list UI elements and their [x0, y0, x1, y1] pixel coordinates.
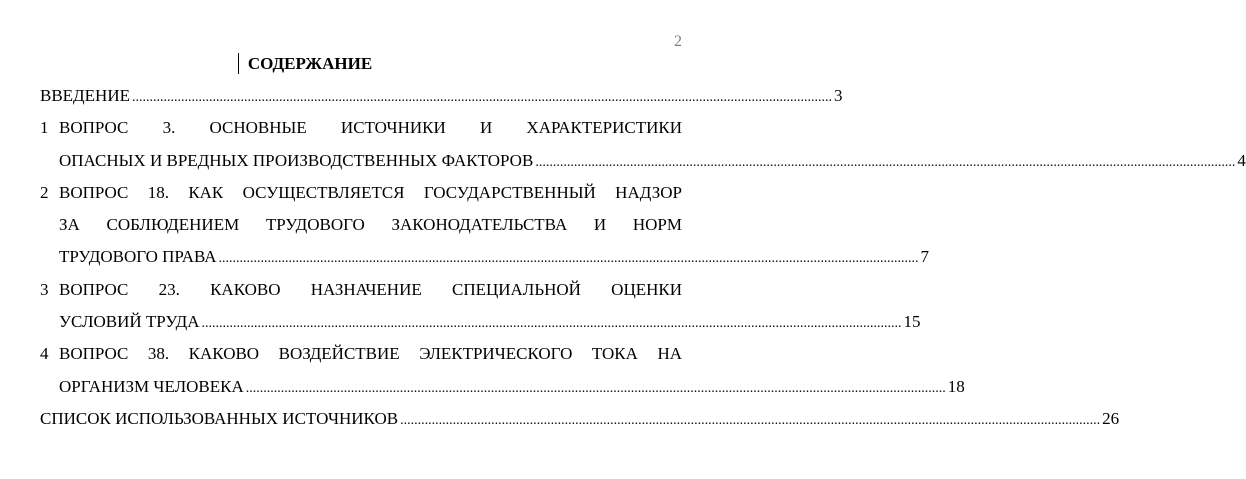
toc-entry-number: 2 [40, 182, 49, 202]
table-of-contents [40, 85, 1246, 440]
toc-entry-number: 4 [40, 344, 49, 364]
toc-entry-q2-line1[interactable] [40, 182, 682, 214]
dot-leader: ........................................................................................................................................................................................................ [201, 316, 902, 332]
dot-leader: ........................................................................................................................................................................................................ [245, 380, 946, 396]
dot-leader: ........................................................................................................................................................................................................ [535, 154, 1236, 170]
dot-leader: ........................................................................................................................................................................................................ [400, 412, 1101, 428]
toc-entry-intro[interactable] [40, 85, 843, 117]
toc-entry-number: 1 [40, 118, 49, 138]
toc-entry-q2-line2[interactable] [40, 214, 682, 246]
toc-entry-text: ТРУДОВОГО ПРАВА [59, 247, 217, 267]
toc-entry-text: ОПАСНЫХ И ВРЕДНЫХ ПРОИЗВОДСТВЕННЫХ ФАКТОРОВ [59, 150, 534, 170]
toc-entry-text: ВОПРОС 23. КАКОВО НАЗНАЧЕНИЕ СПЕЦИАЛЬНОЙ ОЦЕНКИ [59, 279, 682, 299]
toc-entry-q4-line2[interactable] [40, 376, 965, 408]
toc-page-number: 3 [833, 86, 843, 105]
toc-entry-number: 3 [40, 279, 49, 299]
toc-entry-q4-line1[interactable] [40, 343, 682, 375]
toc-page-number: 26 [1102, 408, 1120, 428]
toc-entry-text: ВОПРОС 38. КАКОВО ВОЗДЕЙСТВИЕ ЭЛЕКТРИЧЕСКОГО ТОКА НА [59, 344, 682, 364]
toc-entry-q1-line1[interactable] [40, 117, 682, 149]
dot-leader: ........................................................................................................................................................................................................ [131, 90, 832, 105]
toc-entry-text: ВВЕДЕНИЕ [40, 86, 130, 105]
toc-entry-text: ЗА СОБЛЮДЕНИЕМ ТРУДОВОГО ЗАКОНОДАТЕЛЬСТВА И НОРМ [59, 215, 682, 235]
toc-entry-q1-line2[interactable] [40, 150, 1246, 182]
toc-entry-q3-line2[interactable] [40, 311, 921, 343]
toc-page-number: 4 [1237, 150, 1246, 170]
toc-title[interactable]: СОДЕРЖАНИЕ [247, 54, 373, 73]
toc-entry-text: ВОПРОС 3. ОСНОВНЫЕ ИСТОЧНИКИ И ХАРАКТЕРИСТИКИ [59, 118, 682, 138]
page-number: 2 [674, 33, 682, 50]
toc-entry-q3-line1[interactable] [40, 279, 682, 311]
toc-entry-text: СПИСОК ИСПОЛЬЗОВАННЫХ ИСТОЧНИКОВ [40, 408, 399, 428]
toc-page-number: 15 [903, 312, 921, 332]
dot-leader: ........................................................................................................................................................................................................ [218, 251, 919, 267]
toc-entry-text: УСЛОВИЙ ТРУДА [59, 312, 200, 332]
toc-entry-text: ВОПРОС 18. КАК ОСУЩЕСТВЛЯЕТСЯ ГОСУДАРСТВЕННЫЙ НАДЗОР [59, 182, 682, 202]
toc-entry-text: ОРГАНИЗМ ЧЕЛОВЕКА [59, 376, 244, 396]
toc-page-number: 7 [920, 247, 930, 267]
toc-page-number: 18 [947, 376, 965, 396]
toc-entry-q2-line3[interactable] [40, 246, 930, 278]
toc-entry-sources[interactable] [40, 408, 1120, 440]
